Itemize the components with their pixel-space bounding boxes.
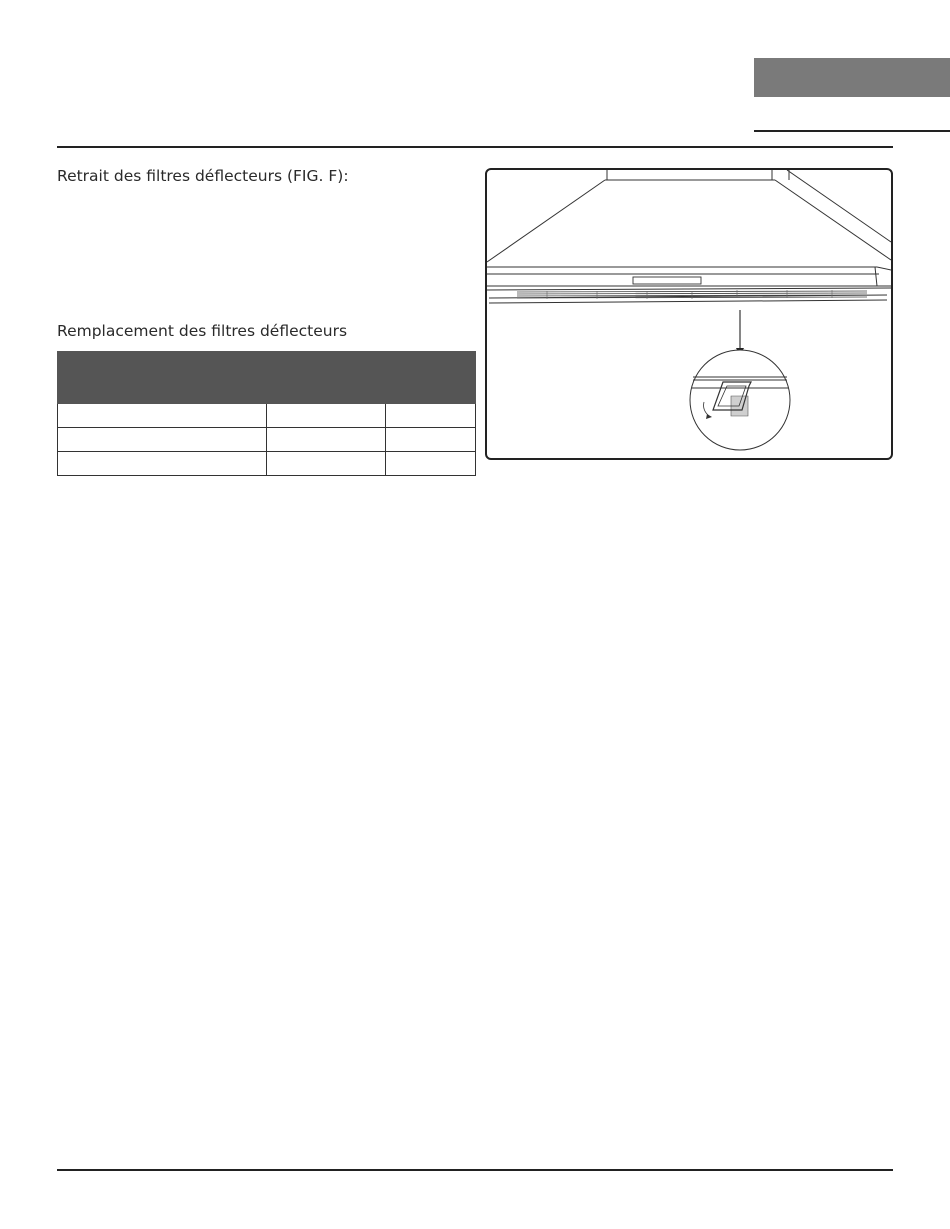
removal-heading: Retrait des filtres déflecteurs (FIG. F): bbox=[57, 167, 349, 185]
table-header-cell bbox=[267, 352, 386, 404]
footer-rule bbox=[57, 1169, 893, 1171]
table-row bbox=[58, 428, 476, 452]
figure-f-frame bbox=[485, 168, 893, 460]
header-rule bbox=[57, 146, 893, 148]
table-header-row bbox=[58, 352, 476, 404]
table-cell bbox=[267, 404, 386, 428]
section-tab bbox=[754, 58, 950, 97]
table-cell bbox=[386, 404, 476, 428]
table-cell bbox=[58, 404, 267, 428]
table-cell bbox=[386, 452, 476, 476]
table-cell bbox=[58, 428, 267, 452]
table-row bbox=[58, 452, 476, 476]
table-header-cell bbox=[58, 352, 267, 404]
table-header-cell bbox=[386, 352, 476, 404]
table-cell bbox=[386, 428, 476, 452]
table-cell bbox=[58, 452, 267, 476]
replacement-heading: Remplacement des filtres déflecteurs bbox=[57, 322, 348, 340]
table-row bbox=[58, 404, 476, 428]
range-hood-illustration bbox=[487, 170, 891, 458]
tab-underline bbox=[754, 130, 950, 132]
table-cell bbox=[267, 428, 386, 452]
table-cell bbox=[267, 452, 386, 476]
filter-replacement-table bbox=[57, 351, 476, 476]
